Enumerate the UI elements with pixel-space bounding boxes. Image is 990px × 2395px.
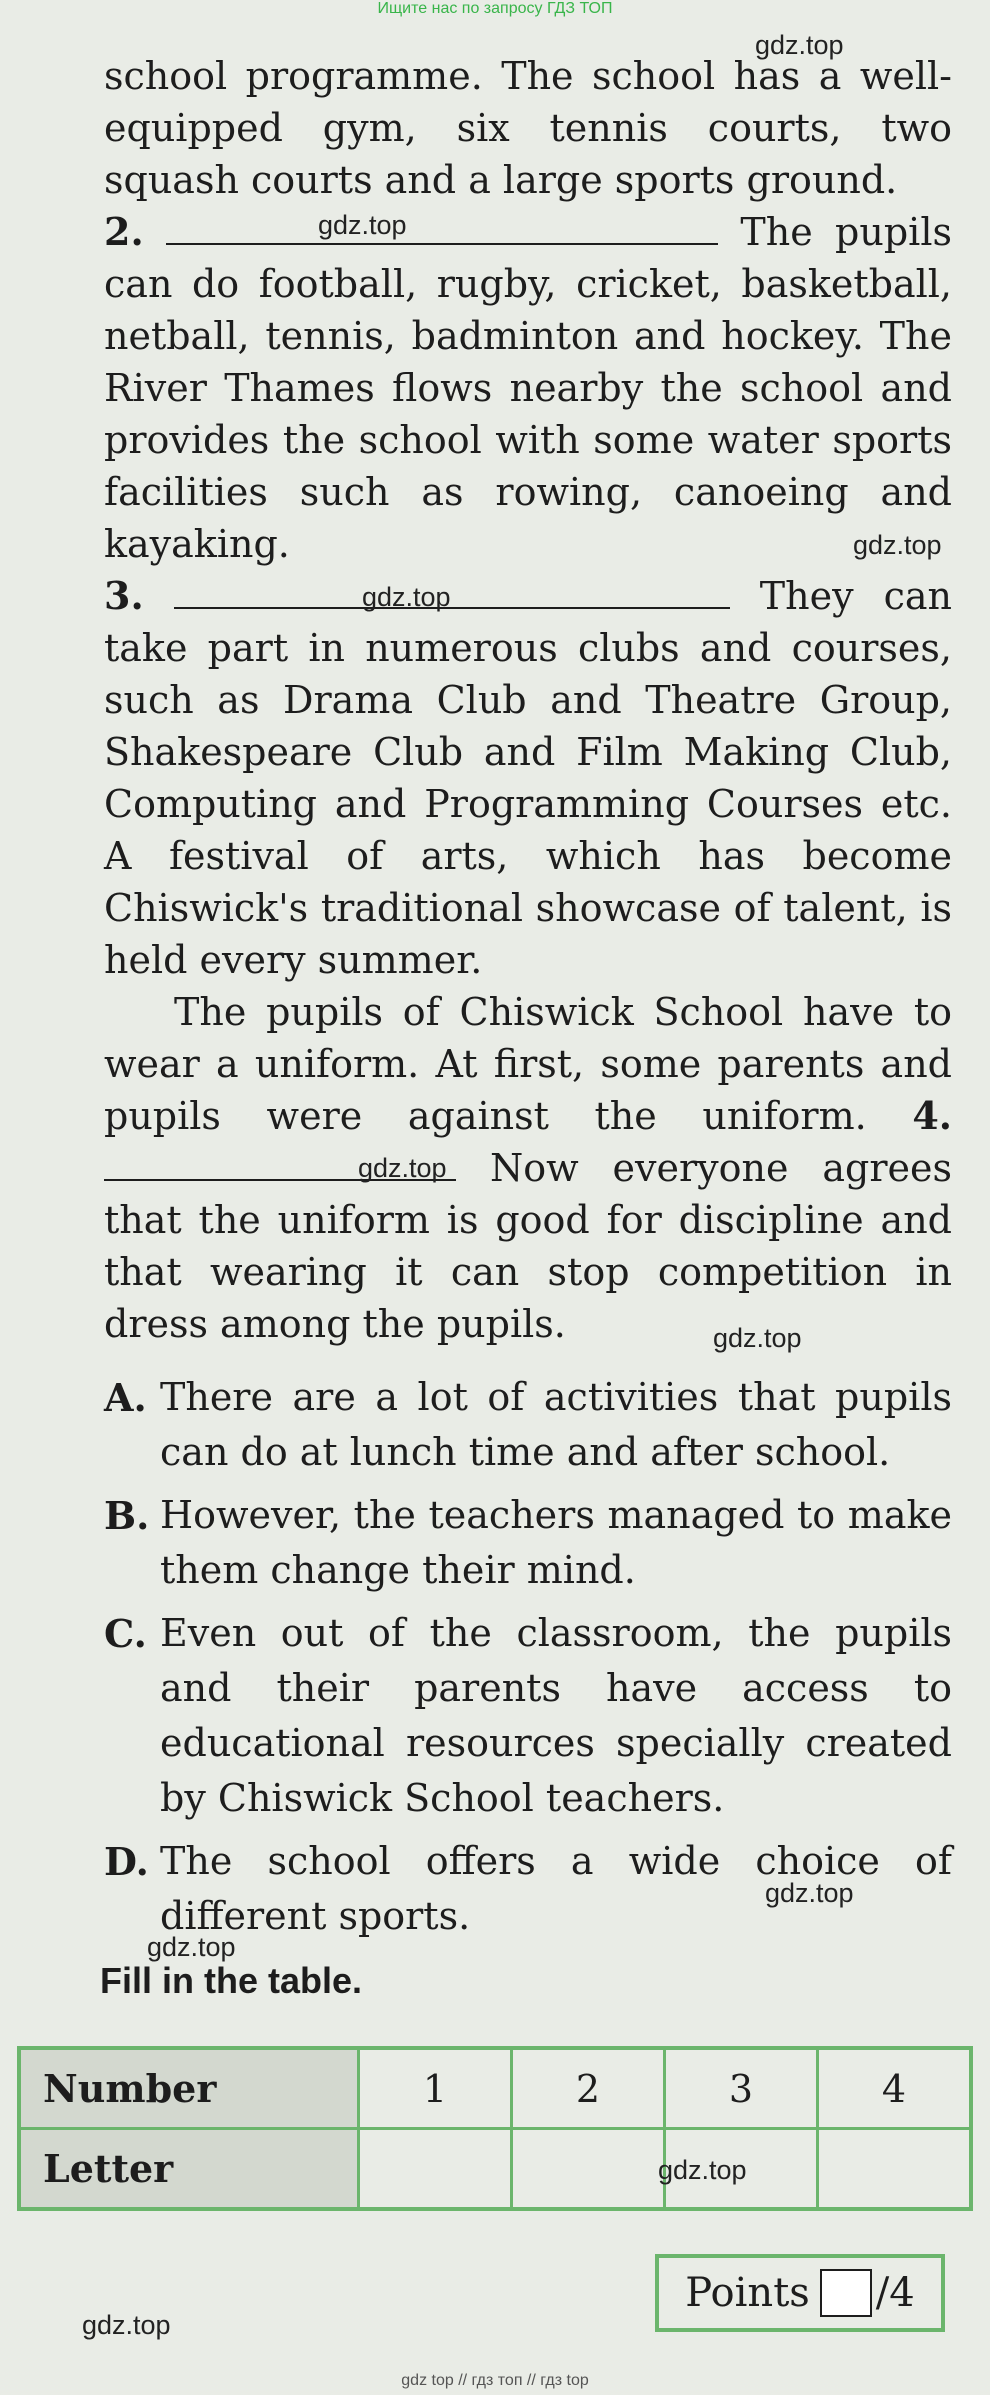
options-list (104, 1370, 952, 1944)
number-cell: 1 (359, 2048, 512, 2129)
points-input[interactable] (820, 2269, 872, 2317)
paragraph-3: They can take part in numerous clubs and courses, such as Drama Club and Theatre Group, Shakespeare Club and Film Making Club, Computing and Programming Courses etc. A festival of arts, which has become Chiswick's traditional showcase of talent, is held every summer. (104, 574, 952, 982)
gap-number-3: 3. (104, 573, 144, 618)
option-a (104, 1370, 952, 1480)
number-cell: 2 (512, 2048, 665, 2129)
answer-table (17, 2046, 973, 2211)
letter-input-cell[interactable] (512, 2129, 665, 2210)
letter-label: Letter (19, 2129, 359, 2210)
option-text: However, the teachers managed to make them change their mind. (160, 1493, 952, 1592)
points-total: /4 (875, 2270, 915, 2316)
reading-text (104, 50, 952, 1350)
gap-number-2: 2. (104, 209, 144, 254)
option-c (104, 1606, 952, 1826)
letter-input-cell[interactable] (359, 2129, 512, 2210)
watermark: gdz.top (82, 2310, 171, 2340)
watermark: gdz.top (362, 582, 451, 612)
watermark: gdz.top (318, 210, 407, 240)
gap-blank-3[interactable] (174, 579, 730, 609)
option-letter: A. (104, 1375, 147, 1420)
option-letter: B. (104, 1493, 150, 1538)
fill-table-title: Fill in the table. (100, 1960, 363, 2001)
number-cell: 3 (665, 2048, 818, 2129)
letter-input-cell[interactable] (818, 2129, 972, 2210)
paragraph-5: Now everyone agrees that the uniform is good for discipline and that wearing it can stop competition in dress among the pupils. (104, 1146, 952, 1346)
watermark: gdz.top (658, 2155, 747, 2185)
option-text: Even out of the classroom, the pupils and their parents have access to educational resources specially created by Chiswick School teachers. (160, 1611, 952, 1820)
watermark: gdz.top (755, 30, 844, 60)
number-cell: 4 (818, 2048, 972, 2129)
watermark: gdz.top (358, 1153, 447, 1183)
option-b (104, 1488, 952, 1598)
points-label: Points (685, 2270, 810, 2316)
paragraph-gap-2 (104, 206, 952, 570)
paragraph-4: The pupils of Chiswick School have to wear a uniform. At first, some parents and pupils were against the uniform. (104, 990, 952, 1138)
number-label: Number (19, 2048, 359, 2129)
number-row (19, 2048, 971, 2129)
option-text: There are a lot of activities that pupils can do at lunch time and after school. (160, 1375, 952, 1474)
option-letter: C. (104, 1611, 147, 1656)
watermark: gdz.top (765, 1878, 854, 1908)
option-text: The school offers a wide choice of different sports. (160, 1839, 952, 1938)
watermark: gdz.top (147, 1932, 236, 1962)
header-note[interactable]: Ищите нас по запросу ГДЗ ТОП (377, 0, 613, 17)
paragraph-gap-4 (104, 986, 952, 1350)
watermark: gdz.top (853, 530, 942, 560)
letter-row (19, 2129, 971, 2210)
points-box (655, 2254, 945, 2332)
footer-note[interactable]: gdz top // гдз топ // гдз top (401, 2372, 589, 2389)
gap-blank-2[interactable] (166, 215, 718, 245)
option-letter: D. (104, 1839, 149, 1884)
watermark: gdz.top (713, 1323, 802, 1353)
paragraph-2: The pupils can do football, rugby, cricket, basketball, netball, tennis, badminton and hockey. The River Thames flows nearby the school and provides the school with some water sports facilities such as rowing, canoeing and kayaking. (104, 210, 952, 566)
paragraph-1: school programme. The school has a well-equipped gym, six tennis courts, two squash courts and a large sports ground. (104, 54, 952, 202)
paragraph-gap-3 (104, 570, 952, 986)
gap-number-4: 4. (912, 1093, 952, 1138)
